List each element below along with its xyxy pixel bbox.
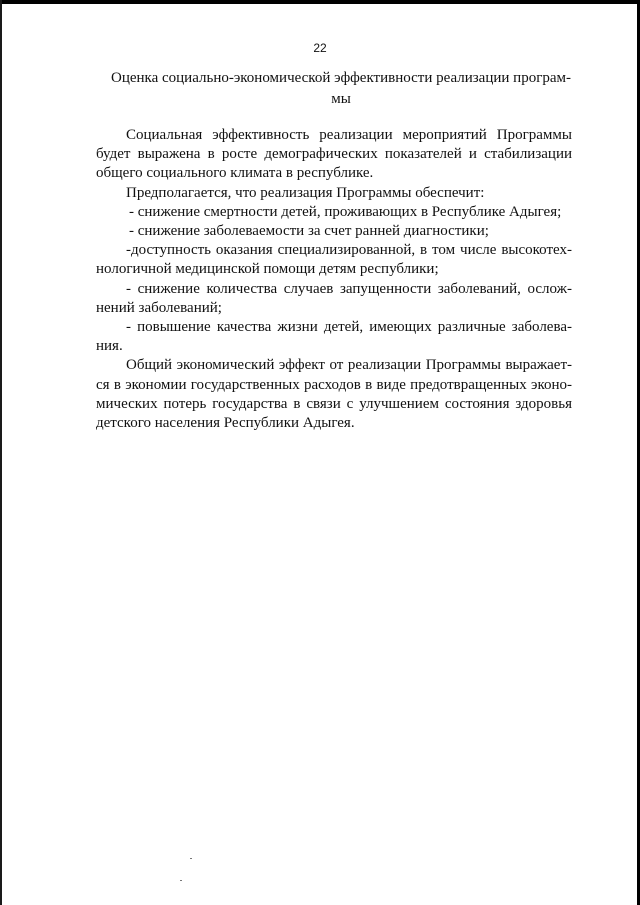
paragraph-line: Общий экономический эффект от реализации Программы выражает-: [126, 357, 572, 374]
list-item: - снижение смертности детей, проживающих в Республике Адыгея;: [129, 203, 562, 220]
scan-border-top: [0, 0, 640, 4]
body-text: [96, 126, 572, 433]
list-item: - снижение количества случаев запущенности заболеваний, ослож-: [126, 280, 572, 297]
page-number: 22: [313, 41, 327, 55]
list-item: -доступность оказания специализированной, в том числе высокотех-: [126, 242, 572, 259]
scan-speck: [180, 880, 182, 881]
list-item-continuation: ния.: [96, 338, 123, 355]
list-item: - повышение качества жизни детей, имеющих различные заболева-: [126, 319, 572, 336]
paragraph-line: общего социального климата в республике.: [96, 165, 374, 182]
list-item: - снижение заболеваемости за счет ранней диагностики;: [129, 223, 489, 240]
section-title-line-1: Оценка социально-экономической эффективности реализации програм-: [110, 70, 571, 86]
list-item-continuation: нений заболеваний;: [96, 299, 222, 316]
paragraph-line: мических потерь государства в связи с улучшением состояния здоровья: [96, 395, 572, 412]
paragraph-line: детского населения Республики Адыгея.: [96, 415, 355, 432]
section-title: [96, 68, 586, 110]
section-title-line-2: мы: [331, 91, 351, 107]
paragraph-line: Предполагается, что реализация Программы обеспечит:: [126, 184, 485, 201]
scan-speck: [190, 858, 192, 859]
list-item-continuation: нологичной медицинской помощи детям республики;: [96, 261, 439, 278]
paragraph-line: Социальная эффективность реализации мероприятий Программы: [126, 127, 572, 143]
paragraph-line: ся в экономии государственных расходов в виде предотвращенных эконо-: [96, 376, 572, 393]
paragraph-line: будет выражена в росте демографических показателей и стабилизации: [96, 146, 572, 163]
scan-border-left: [0, 0, 2, 905]
